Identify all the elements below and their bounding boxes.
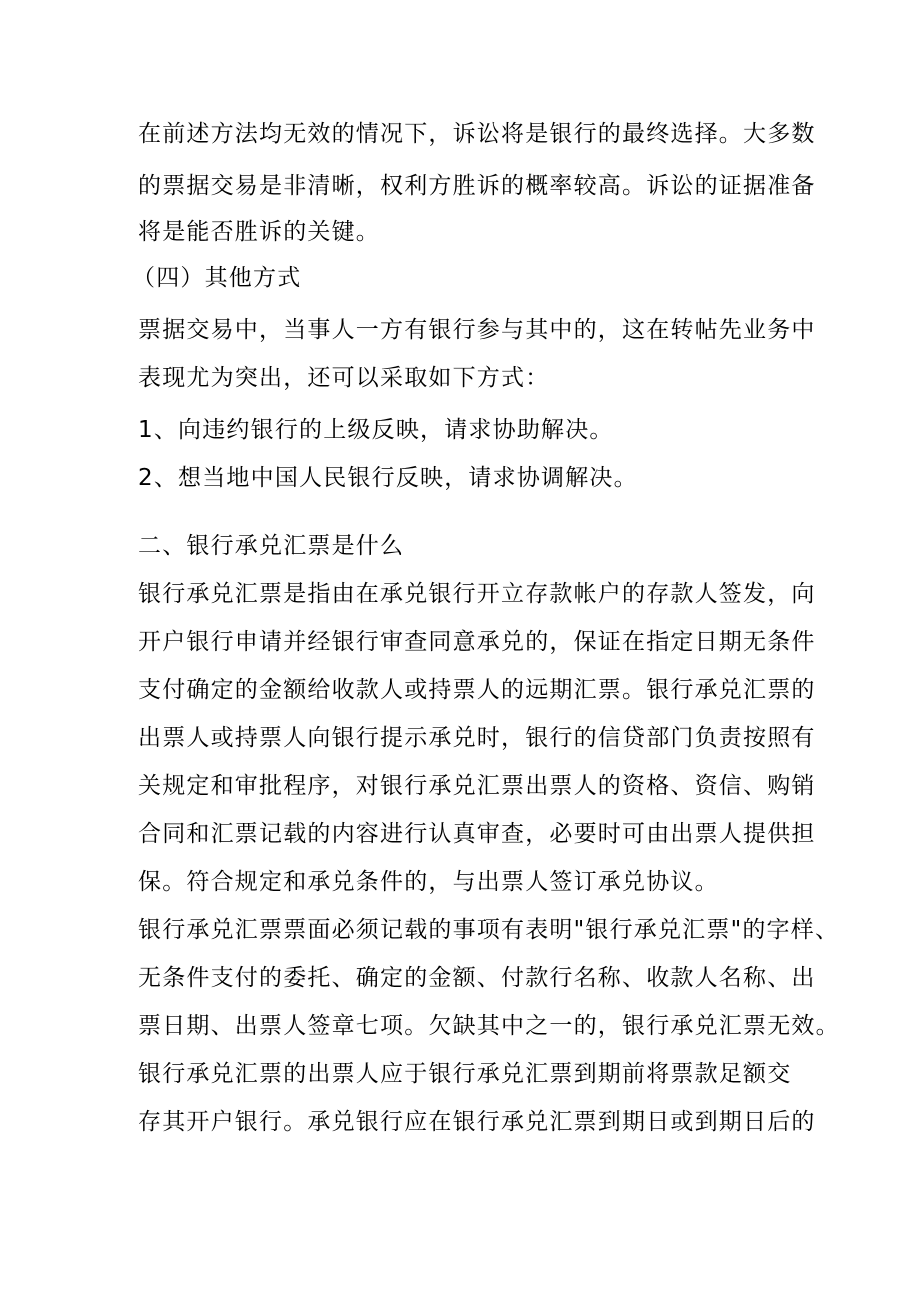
paragraph-line: 票据交易中，当事人一方有银行参与其中的，这在转帖先业务中	[138, 317, 816, 343]
paragraph-line: 合同和汇票记载的内容进行认真审查，必要时可由出票人提供担	[138, 821, 816, 847]
paragraph-line: 的票据交易是非清晰，权利方胜诉的概率较高。诉讼的证据准备	[138, 173, 816, 199]
paragraph-line: 开户银行申请并经银行审查同意承兑的，保证在指定日期无条件	[138, 629, 816, 655]
paragraph-line: 银行承兑汇票的出票人应于银行承兑汇票到期前将票款足额交	[138, 1061, 792, 1087]
paragraph-line: 无条件支付的委托、确定的金额、付款行名称、收款人名称、出	[138, 965, 816, 991]
paragraph-line: 出票人或持票人向银行提示承兑时，银行的信贷部门负责按照有	[138, 725, 816, 751]
paragraph-line: 银行承兑汇票是指由在承兑银行开立存款帐户的存款人签发，向	[138, 581, 816, 607]
section-heading: 二、银行承兑汇票是什么	[138, 533, 405, 559]
paragraph-line: 银行承兑汇票票面必须记载的事项有表明"银行承兑汇票"的字样、	[138, 917, 840, 943]
paragraph-line: 保。符合规定和承兑条件的，与出票人签订承兑协议。	[138, 869, 719, 895]
list-item: 2、想当地中国人民银行反映，请求协调解决。	[138, 465, 638, 491]
list-item: 1、向违约银行的上级反映，请求协助解决。	[138, 417, 614, 443]
paragraph-line: 票日期、出票人签章七项。欠缺其中之一的，银行承兑汇票无效。	[138, 1013, 840, 1039]
paragraph-line: 将是能否胜诉的关键。	[138, 219, 380, 245]
paragraph-line: 表现尤为突出，还可以采取如下方式：	[138, 365, 550, 391]
section-heading: （四）其他方式	[132, 265, 302, 291]
paragraph-line: 支付确定的金额给收款人或持票人的远期汇票。银行承兑汇票的	[138, 677, 816, 703]
paragraph-line: 在前述方法均无效的情况下，诉讼将是银行的最终选择。大多数	[138, 121, 816, 147]
paragraph-line: 存其开户银行。承兑银行应在银行承兑汇票到期日或到期日后的	[138, 1109, 816, 1135]
paragraph-line: 关规定和审批程序，对银行承兑汇票出票人的资格、资信、购销	[138, 773, 816, 799]
